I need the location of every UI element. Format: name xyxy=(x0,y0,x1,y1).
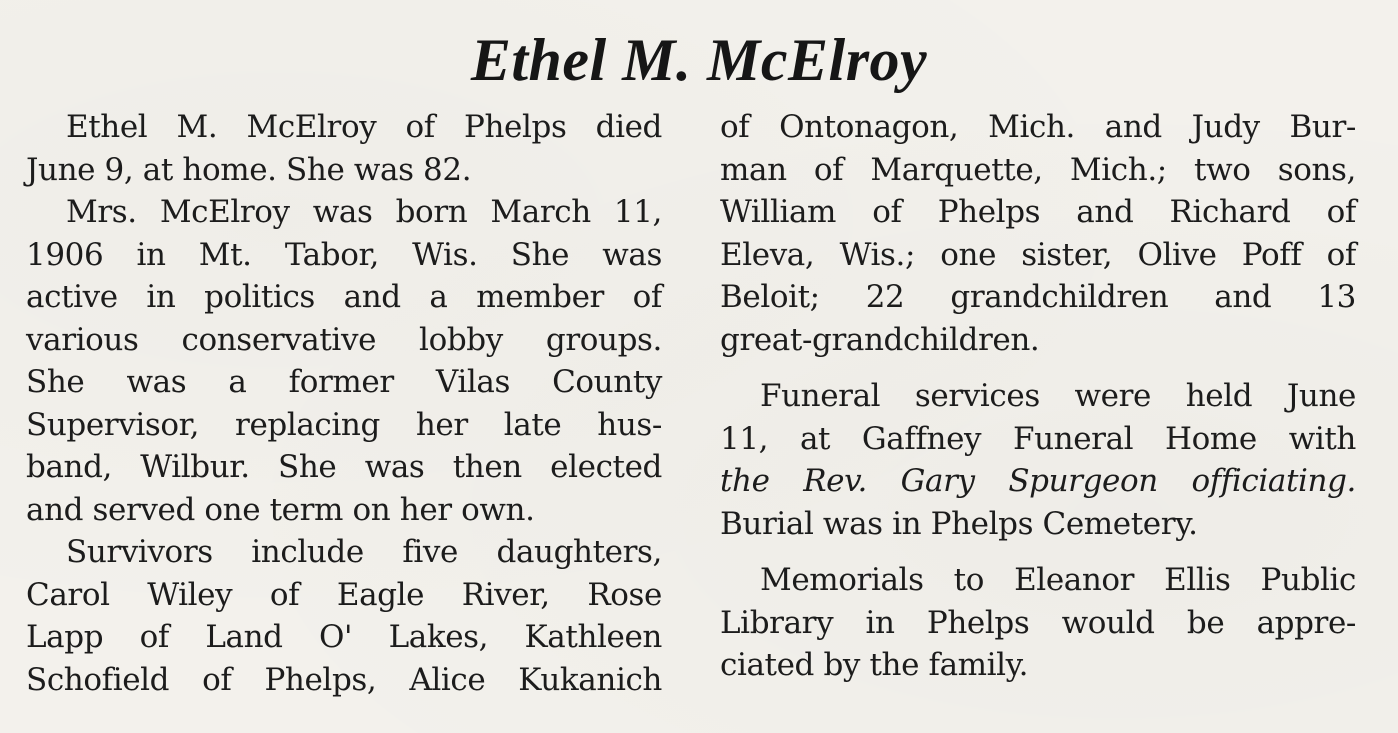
left-column xyxy=(26,106,662,701)
right-column xyxy=(720,106,1356,687)
text-line: various conservative lobby groups. xyxy=(26,321,662,358)
text-line: Beloit; 22 grandchildren and 13 xyxy=(720,279,1356,315)
text-line: 1906 in Mt. Tabor, Wis. She was xyxy=(26,236,662,273)
text-line: Memorials to Eleanor Ellis Public xyxy=(760,562,1356,598)
headline: Ethel M. McElroy xyxy=(470,27,928,93)
text-line: William of Phelps and Richard of xyxy=(720,194,1356,230)
text-line: She was a former Vilas County xyxy=(26,364,662,400)
text-line: the Rev. Gary Spurgeon officiating. xyxy=(720,463,1356,499)
text-line: Survivors include five daughters, xyxy=(66,534,662,570)
text-line: active in politics and a member of xyxy=(26,279,662,315)
survivors-continued-paragraph xyxy=(720,106,1356,361)
text-line: Schofield of Phelps, Alice Kukanich xyxy=(26,661,662,698)
funeral-paragraph xyxy=(720,375,1356,545)
text-line: Carol Wiley of Eagle River, Rose xyxy=(26,576,662,613)
text-line: great-grandchildren. xyxy=(720,321,1040,358)
text-line: June 9, at home. She was 82. xyxy=(26,151,472,188)
text-line: Eleva, Wis.; one sister, Olive Poff of xyxy=(720,236,1356,273)
paragraph-spacer xyxy=(720,361,1356,375)
text-line: ciated by the family. xyxy=(720,647,1029,683)
text-line: Library in Phelps would be appre- xyxy=(720,604,1356,641)
text-line: Lapp of Land O' Lakes, Kathleen xyxy=(26,619,662,655)
text-line: band, Wilbur. She was then elected xyxy=(26,449,662,485)
text-line: and served one term on her own. xyxy=(26,491,535,528)
text-line: Mrs. McElroy was born March 11, xyxy=(66,194,662,230)
text-line: Supervisor, replacing her late hus- xyxy=(26,406,662,443)
paragraph-spacer xyxy=(720,545,1356,559)
text-line: Ethel M. McElroy of Phelps died xyxy=(66,109,662,145)
text-line: of Ontonagon, Mich. and Judy Bur- xyxy=(720,109,1356,145)
text-line: Burial was in Phelps Cemetery. xyxy=(720,505,1198,542)
text-line: Funeral services were held June xyxy=(760,378,1356,414)
text-line: 11, at Gaffney Funeral Home with xyxy=(720,420,1356,457)
text-line: man of Marquette, Mich.; two sons, xyxy=(720,151,1356,188)
memorials-paragraph xyxy=(720,559,1356,687)
